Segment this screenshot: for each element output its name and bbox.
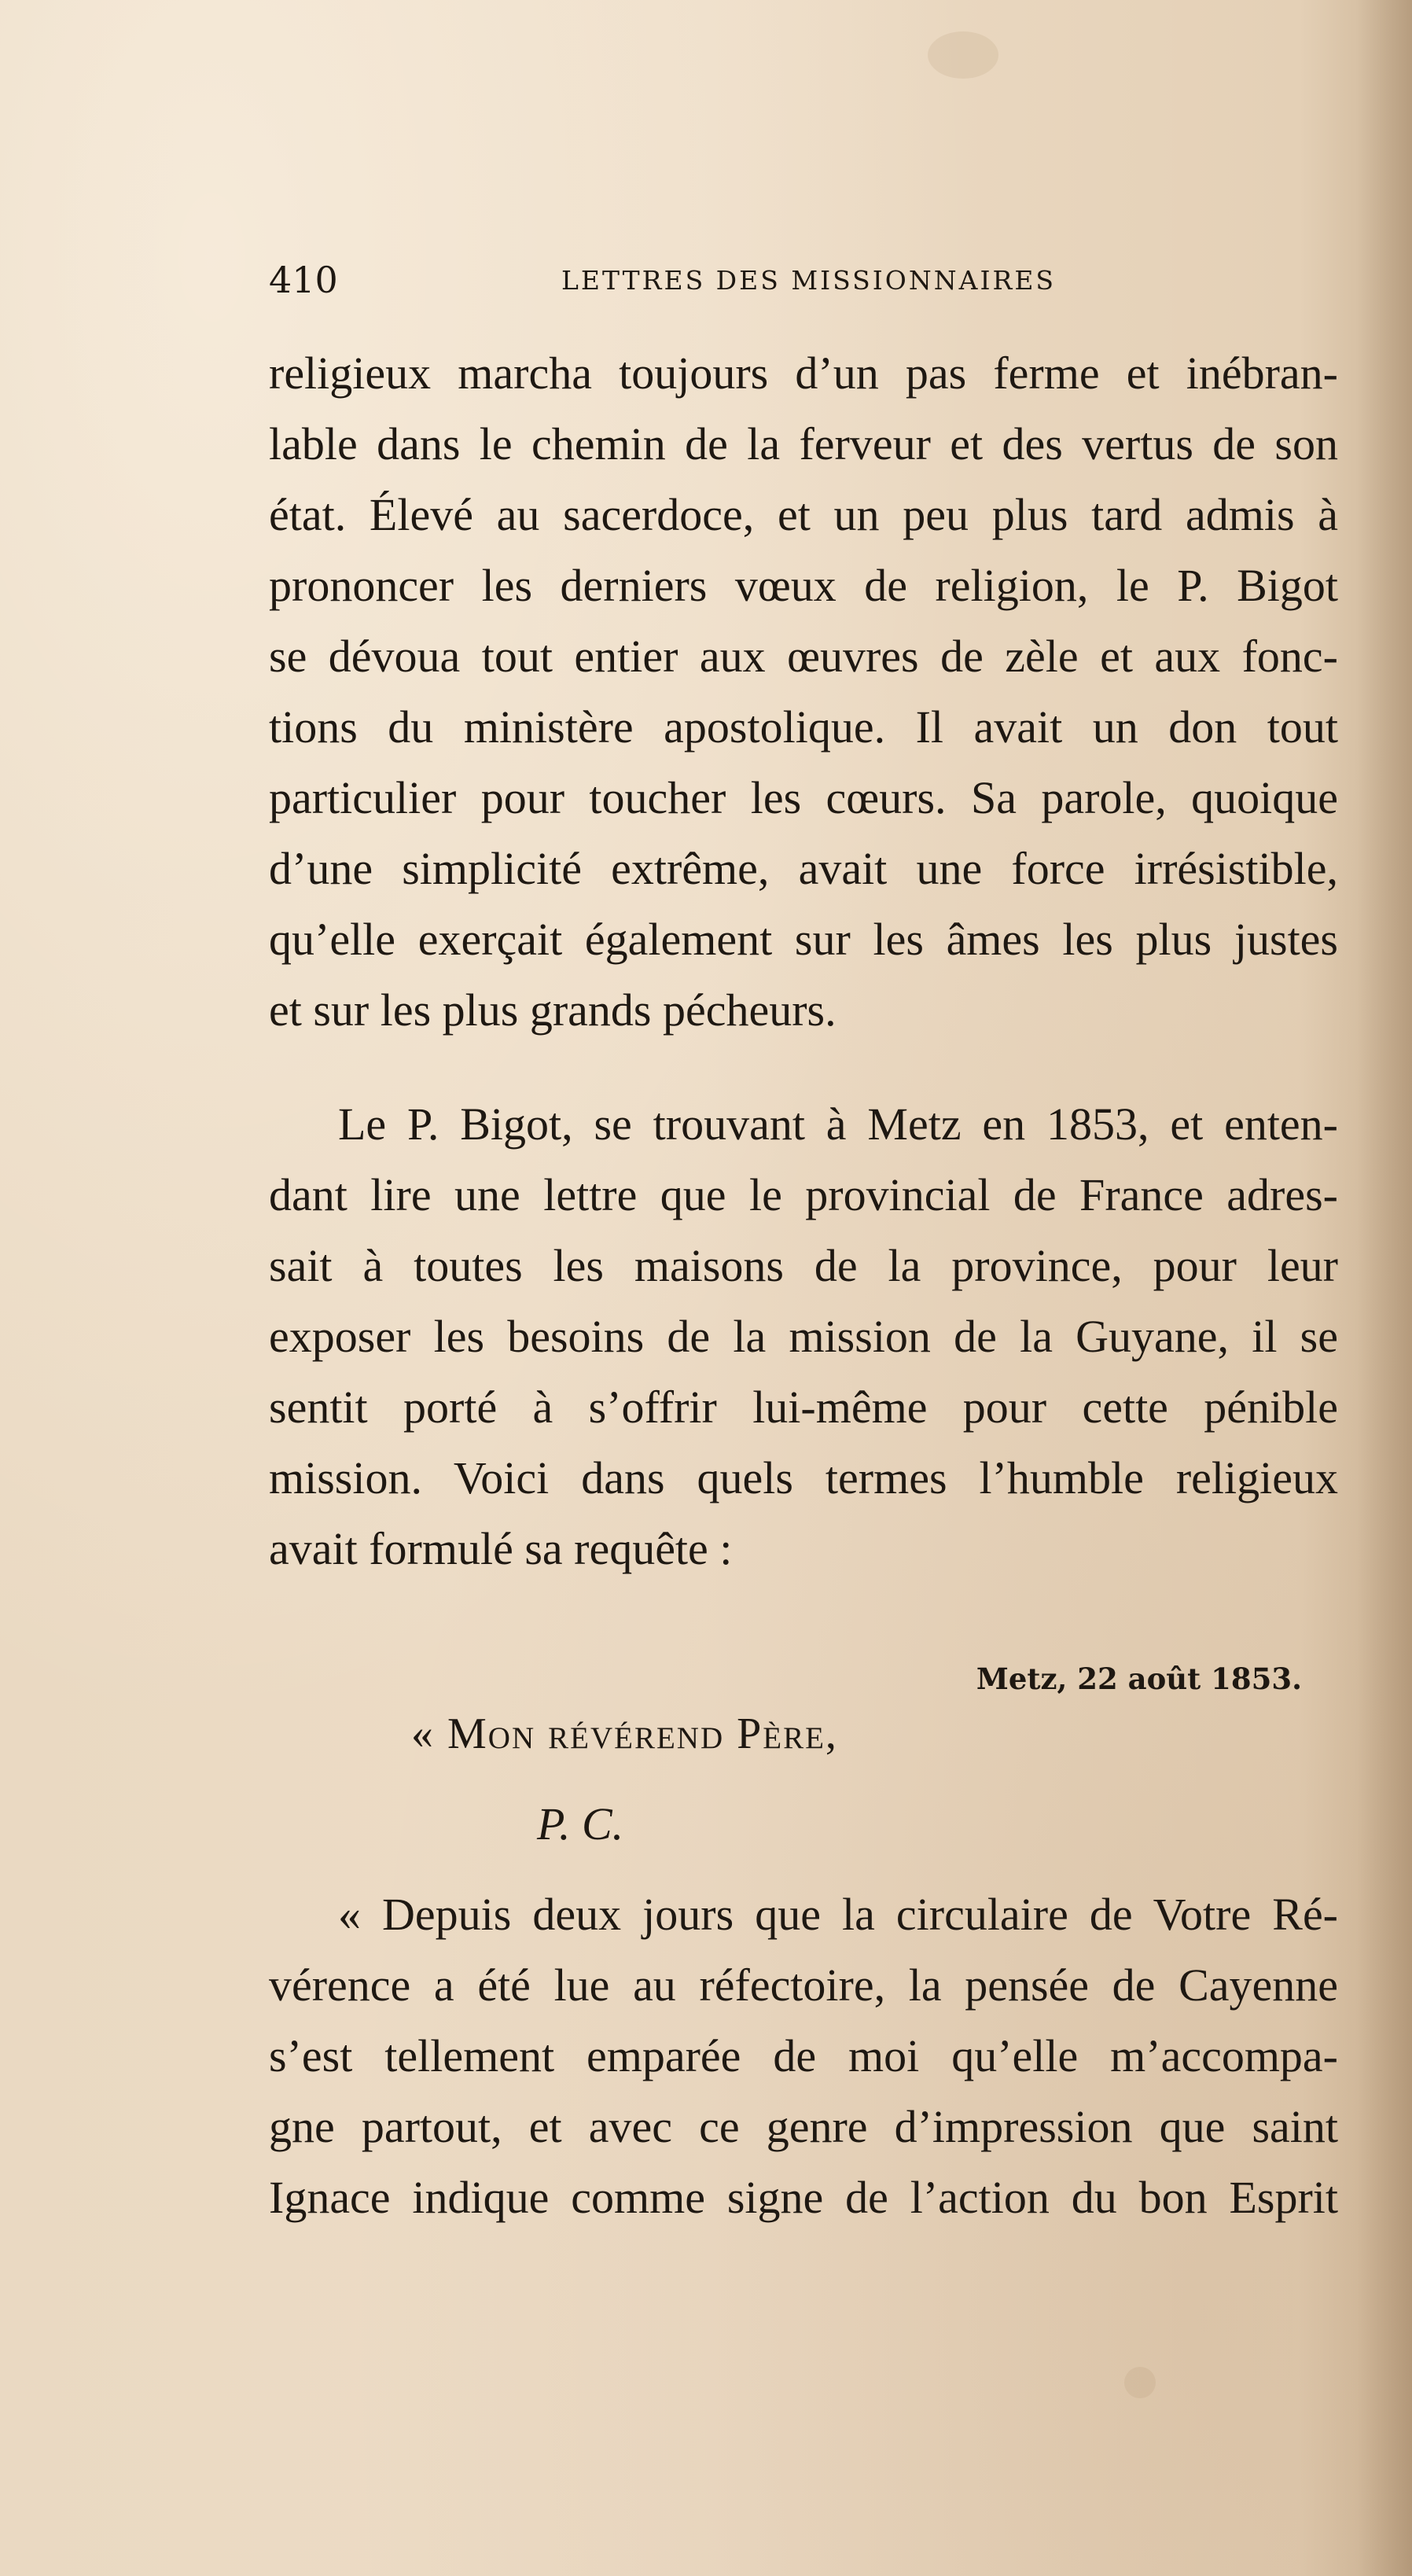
text-line: d’une simplicité extrême, avait une force irrésistible,	[269, 843, 1338, 894]
letter-pc: P. C.	[537, 1798, 624, 1849]
text-line: se dévoua tout entier aux œuvres de zèle et aux fonc-	[269, 631, 1338, 682]
text-line: et sur les plus grands pécheurs.	[269, 984, 837, 1036]
text-line: lable dans le chemin de la ferveur et des vertus de son	[269, 418, 1338, 469]
text-line: avait formulé sa requête :	[269, 1523, 733, 1574]
letter-dateline: Metz, 22 août 1853.	[976, 1662, 1302, 1696]
text-line: tions du ministère apostolique. Il avait un don tout	[269, 701, 1338, 753]
text-line: « Depuis deux jours que la circulaire de Votre Ré-	[338, 1889, 1338, 1940]
page-number: 410	[269, 259, 338, 301]
text-line: Ignace indique comme signe de l’action du bon Esprit	[269, 2172, 1338, 2223]
paper-stain	[928, 31, 998, 79]
text-line: sait à toutes les maisons de la province, pour leur	[269, 1240, 1338, 1291]
text-line: s’est tellement emparée de moi qu’elle m’accompa-	[269, 2030, 1338, 2081]
running-head: LETTRES DES MISSIONNAIRES	[561, 265, 1057, 296]
page-edge-shadow	[1357, 0, 1412, 2576]
text-line: prononcer les derniers vœux de religion, le P. Bigot	[269, 560, 1338, 611]
text-line: dant lire une lettre que le provincial de France adres-	[269, 1169, 1338, 1220]
text-line: état. Élevé au sacerdoce, et un peu plus tard admis à	[269, 489, 1338, 540]
text-line: vérence a été lue au réfectoire, la pensée de Cayenne	[269, 1960, 1338, 2011]
text-line: qu’elle exerçait également sur les âmes les plus justes	[269, 914, 1338, 965]
paper-stain	[1124, 2367, 1156, 2398]
text-line: mission. Voici dans quels termes l’humble religieux	[269, 1452, 1338, 1503]
text-line: exposer les besoins de la mission de la Guyane, il se	[269, 1311, 1338, 1362]
text-line: religieux marcha toujours d’un pas ferme et inébran-	[269, 348, 1338, 399]
text-line: sentit porté à s’offrir lui-même pour cette pénible	[269, 1382, 1338, 1433]
text-line: particulier pour toucher les cœurs. Sa parole, quoique	[269, 772, 1338, 823]
page-header	[269, 256, 1330, 304]
text-line: Le P. Bigot, se trouvant à Metz en 1853, et enten-	[338, 1098, 1338, 1150]
text-line: gne partout, et avec ce genre d’impression que saint	[269, 2101, 1338, 2152]
letter-salutation: « Mon révérend Père,	[411, 1709, 838, 1758]
